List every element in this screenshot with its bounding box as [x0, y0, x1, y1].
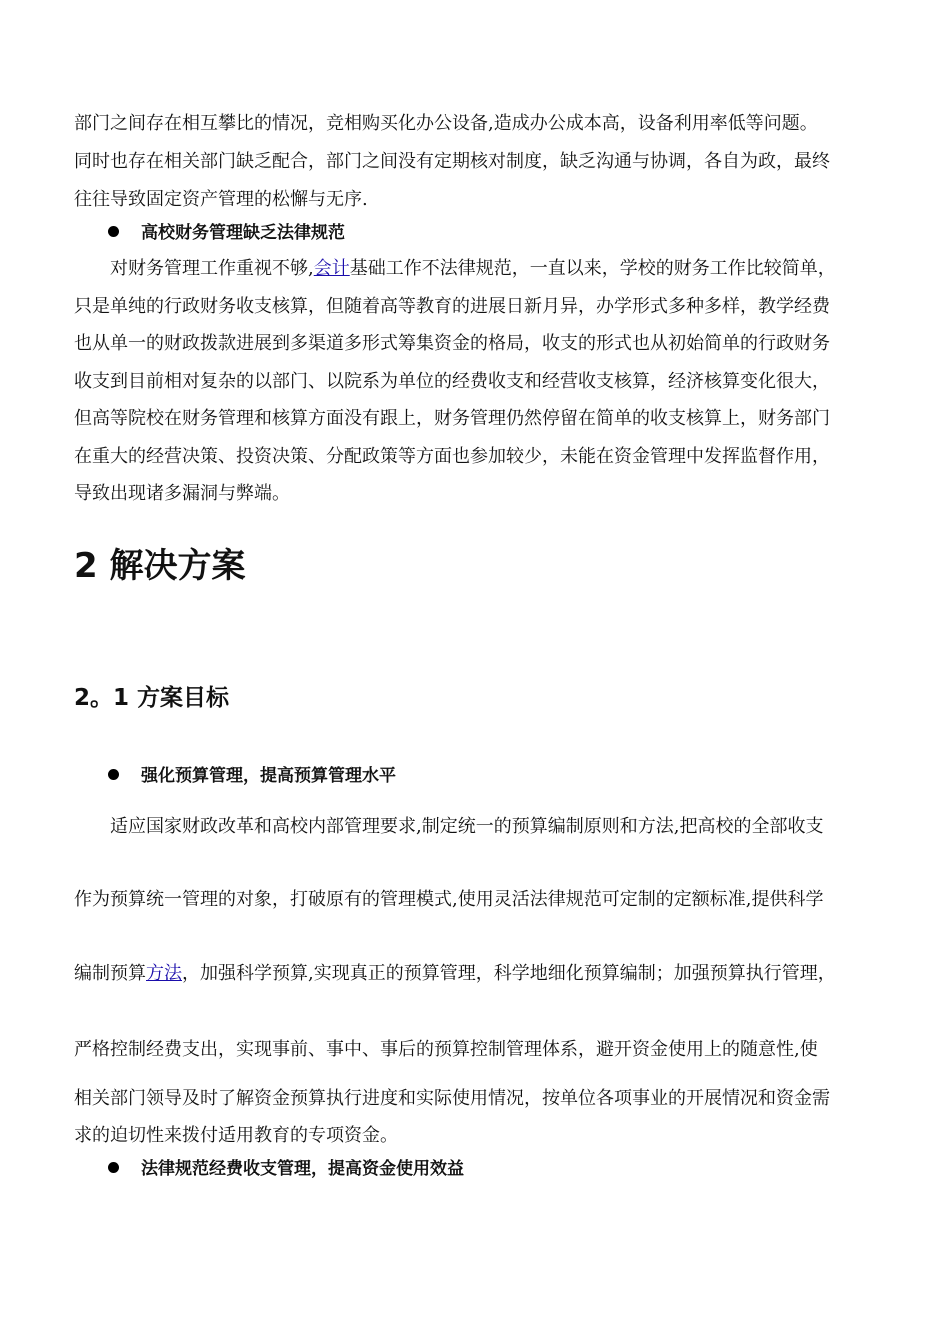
text-span: 对财务管理工作重视不够,	[110, 258, 314, 279]
bullet-item	[108, 221, 345, 245]
paragraph-line: 作为预算统一管理的对象，打破原有的管理模式,使用灵活法律规范可定制的定额标准,提供科学	[74, 889, 824, 910]
paragraph-line: 同时也存在相关部门缺乏配合，部门之间没有定期核对制度，缺乏沟通与协调，各自为政，最终	[74, 151, 830, 172]
paragraph-line: 也从单一的财政拨款进展到多渠道多形式筹集资金的格局，收支的形式也从初始简单的行政财务	[74, 333, 830, 354]
accounting-link[interactable]: 会计	[313, 258, 350, 279]
bullet-label: 法律规范经费收支管理，提高资金使用效益	[141, 1159, 464, 1179]
text-span: ，加强科学预算,实现真正的预算管理，科学地细化预算编制；加强预算执行管理，	[182, 963, 836, 984]
paragraph-line: 在重大的经营决策、投资决策、分配政策等方面也参加较少，未能在资金管理中发挥监督作用，	[74, 446, 830, 467]
paragraph-line: 求的迫切性来拨付适用教育的专项资金。	[74, 1125, 398, 1146]
text-span: 编制预算	[74, 963, 146, 984]
subsection-heading: 2。1 方案目标	[74, 685, 230, 711]
paragraph-line: 收支到目前相对复杂的以部门、以院系为单位的经费收支和经营收支核算，经济核算变化很大，	[74, 371, 830, 392]
method-link[interactable]: 方法	[146, 963, 182, 984]
paragraph-line: 相关部门领导及时了解资金预算执行进度和实际使用情况，按单位各项事业的开展情况和资金需	[74, 1088, 830, 1109]
bullet-label: 强化预算管理，提高预算管理水平	[141, 766, 396, 786]
paragraph-line	[110, 257, 836, 281]
paragraph-line: 往往导致固定资产管理的松懈与无序.	[74, 189, 368, 210]
paragraph-line: 只是单纯的行政财务收支核算，但随着高等教育的进展日新月异，办学形式多种多样，教学经费	[74, 296, 830, 317]
section-heading: 2 解决方案	[74, 546, 246, 586]
bullet-item	[108, 1157, 464, 1181]
bullet-item	[108, 764, 396, 788]
paragraph-line: 导致出现诸多漏洞与弊端。	[74, 483, 290, 504]
paragraph-line: 适应国家财政改革和高校内部管理要求,制定统一的预算编制原则和方法,把高校的全部收支	[110, 816, 824, 837]
paragraph-line: 严格控制经费支出，实现事前、事中、事后的预算控制管理体系，避开资金使用上的随意性,使	[74, 1039, 818, 1060]
paragraph-line: 但高等院校在财务管理和核算方面没有跟上，财务管理仍然停留在简单的收支核算上，财务部门	[74, 408, 830, 429]
paragraph-line	[74, 962, 836, 986]
bullet-label: 高校财务管理缺乏法律规范	[141, 223, 345, 243]
bullet-icon	[108, 226, 119, 237]
bullet-icon	[108, 1162, 119, 1173]
text-span: 基础工作不法律规范，一直以来，学校的财务工作比较简单，	[349, 258, 836, 279]
paragraph-line: 部门之间存在相互攀比的情况，竞相购买化办公设备,造成办公成本高，设备利用率低等问题。	[74, 113, 818, 134]
bullet-icon	[108, 769, 119, 780]
